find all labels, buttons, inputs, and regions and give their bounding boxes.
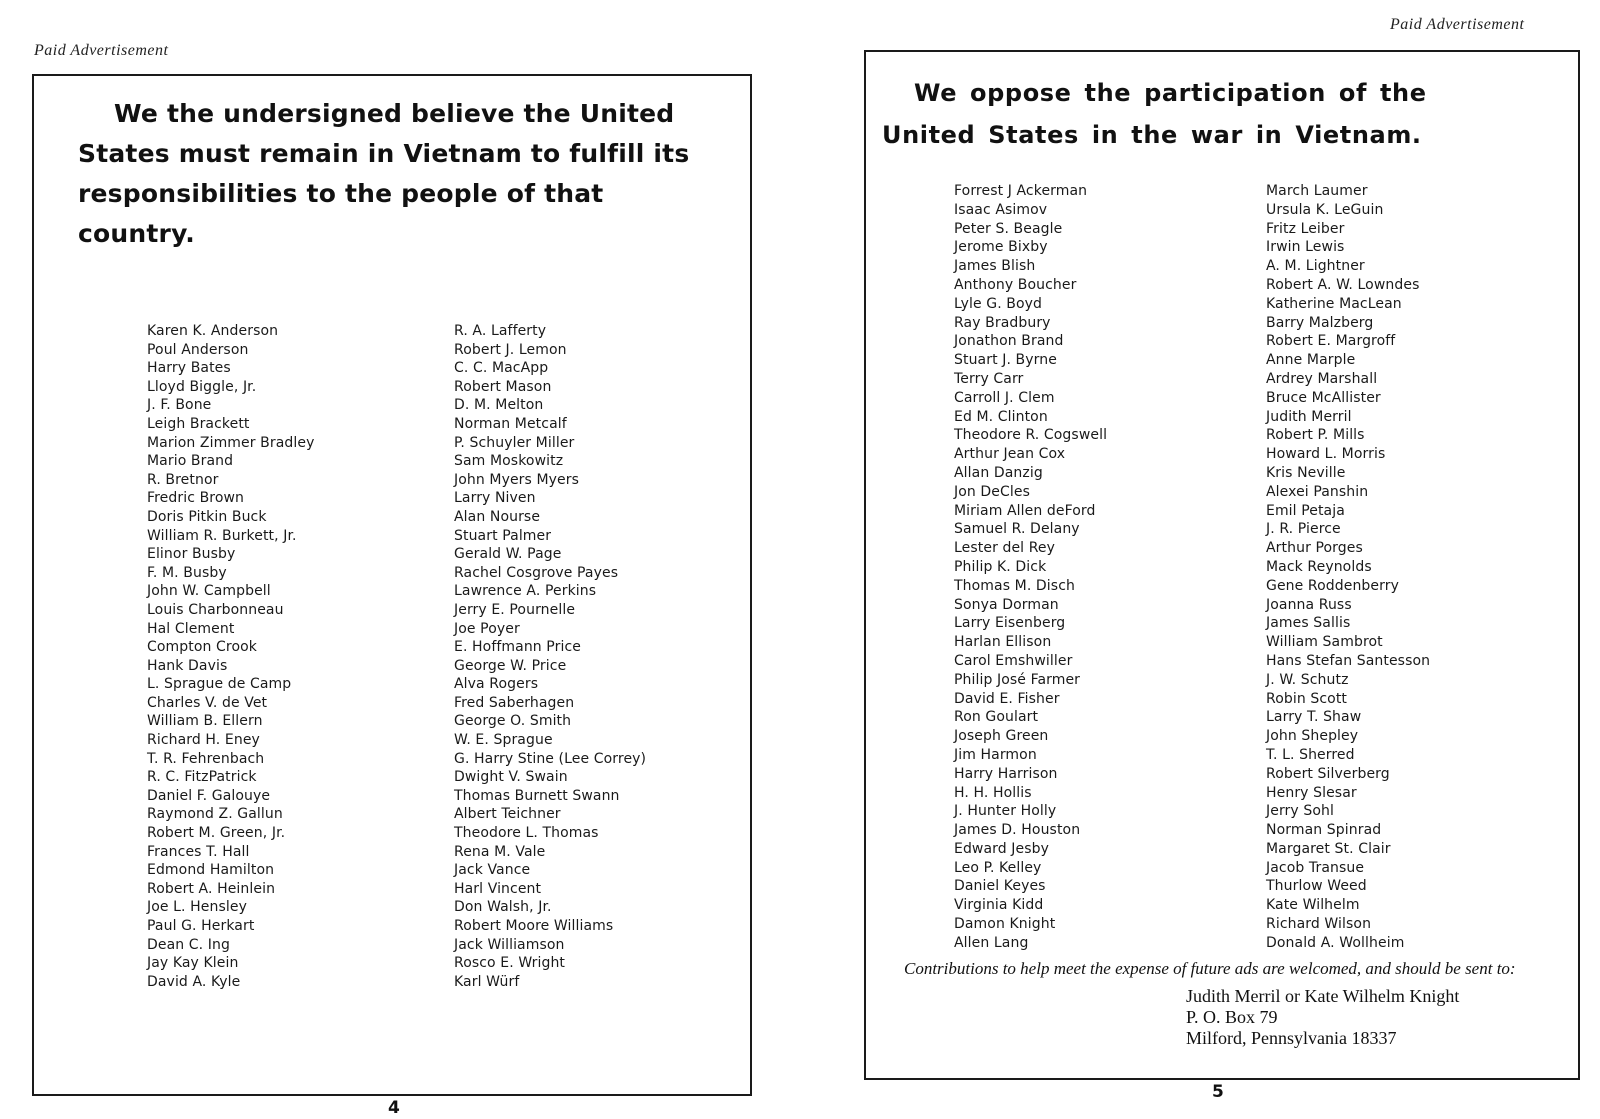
- signatory-name: David A. Kyle: [147, 973, 241, 990]
- signatory-name: Katherine MacLean: [1266, 295, 1402, 312]
- signatory-name: Edmond Hamilton: [147, 862, 275, 879]
- signatory-name: Thomas Burnett Swann: [454, 787, 620, 804]
- signatory-name: Fritz Leiber: [1266, 220, 1345, 237]
- left-page-number: 4: [388, 1098, 400, 1118]
- signatory-name: Judith Merril: [1266, 408, 1352, 425]
- right-page-number: 5: [1212, 1082, 1224, 1102]
- signatory-name: Allen Lang: [954, 934, 1029, 951]
- signatory-name: Miriam Allen deFord: [954, 502, 1096, 519]
- signatory-name: George W. Price: [454, 657, 567, 674]
- signatory-name: E. Hoffmann Price: [454, 639, 581, 656]
- signatory-name: Philip K. Dick: [954, 558, 1047, 575]
- signatory-name: Larry Niven: [454, 490, 536, 507]
- signatory-name: Kate Wilhelm: [1266, 897, 1360, 914]
- signatory-name: Gene Roddenberry: [1266, 577, 1399, 594]
- signatory-name: Alexei Panshin: [1266, 483, 1369, 500]
- signatory-name: John W. Campbell: [147, 583, 271, 600]
- signatory-name: Ron Goulart: [954, 709, 1039, 726]
- signatory-name: James Blish: [954, 258, 1036, 275]
- mailing-address: [1186, 986, 1459, 1049]
- left-names-column-2: [454, 322, 646, 991]
- signatory-name: Forrest J Ackerman: [954, 183, 1088, 199]
- signatory-name: J. R. Pierce: [1266, 521, 1341, 538]
- signatory-name: Alan Nourse: [454, 508, 541, 525]
- signatory-name: Hans Stefan Santesson: [1266, 652, 1431, 669]
- signatory-name: Harry Bates: [147, 360, 231, 377]
- signatory-name: Theodore R. Cogswell: [954, 427, 1108, 444]
- signatory-name: Leigh Brackett: [147, 415, 250, 432]
- signatory-name: Thurlow Weed: [1266, 878, 1367, 895]
- signatory-name: George O. Smith: [454, 713, 572, 730]
- signatory-name: Robin Scott: [1266, 690, 1347, 707]
- signatory-name: R. Bretnor: [147, 471, 219, 488]
- signatory-name: W. E. Sprague: [454, 732, 553, 749]
- signatory-name: Howard L. Morris: [1266, 446, 1386, 463]
- signatory-name: Lester del Rey: [954, 540, 1056, 557]
- signatory-name: Larry T. Shaw: [1266, 709, 1362, 726]
- signatory-name: Edward Jesby: [954, 840, 1050, 857]
- signatory-name: James D. Houston: [954, 822, 1081, 839]
- left-paid-advertisement-label: Paid Advertisement: [34, 42, 169, 59]
- signatory-name: Norman Spinrad: [1266, 822, 1382, 839]
- signatory-name: Virginia Kidd: [954, 897, 1044, 914]
- signatory-name: Dean C. Ing: [147, 936, 230, 953]
- signatory-name: John Myers Myers: [454, 471, 579, 488]
- signatory-name: A. M. Lightner: [1266, 258, 1365, 275]
- left-advertisement-box: [32, 74, 752, 1096]
- signatory-name: Robert E. Margroff: [1266, 333, 1396, 350]
- signatory-name: Fredric Brown: [147, 490, 245, 507]
- signatory-name: T. L. Sherred: [1266, 746, 1355, 763]
- signatory-name: Louis Charbonneau: [147, 601, 284, 618]
- right-heading: We oppose the participation of the United States in the war in Vietnam.: [882, 79, 1427, 149]
- signatory-name: Jonathon Brand: [954, 333, 1064, 350]
- signatory-name: Compton Crook: [147, 639, 258, 656]
- signatory-name: Jerry E. Pournelle: [454, 601, 576, 618]
- signatory-name: Harry Harrison: [954, 765, 1058, 782]
- left-heading: We the undersigned believe the United States must remain in Vietnam to fulfill its responsibilities to the people of that country.: [78, 99, 690, 248]
- signatory-name: March Laumer: [1266, 183, 1368, 199]
- signatory-name: Raymond Z. Gallun: [147, 806, 283, 823]
- signatory-name: Karl Würf: [454, 973, 520, 990]
- signatory-name: C. C. MacApp: [454, 360, 549, 377]
- signatory-name: Rena M. Vale: [454, 843, 546, 860]
- signatory-name: Dwight V. Swain: [454, 769, 568, 786]
- signatory-name: Sam Moskowitz: [454, 453, 564, 470]
- signatory-name: Joanna Russ: [1266, 596, 1352, 613]
- signatory-name: Charles V. de Vet: [147, 694, 268, 711]
- signatory-name: Peter S. Beagle: [954, 220, 1063, 237]
- signatory-name: Robert J. Lemon: [454, 341, 567, 358]
- signatory-name: Robert A. W. Lowndes: [1266, 276, 1420, 293]
- contributions-note: Contributions to help meet the expense of future ads are welcomed, and should be sent to:: [904, 959, 1516, 978]
- signatory-name: Isaac Asimov: [954, 201, 1048, 218]
- signatory-name: Allan Danzig: [954, 464, 1043, 481]
- signatory-name: Theodore L. Thomas: [454, 825, 599, 842]
- signatory-name: R. A. Lafferty: [454, 323, 547, 339]
- signatory-name: Carol Emshwiller: [954, 652, 1073, 669]
- signatory-name: Hal Clement: [147, 620, 235, 637]
- signatory-name: Thomas M. Disch: [954, 577, 1075, 594]
- signatory-name: Arthur Porges: [1266, 540, 1363, 557]
- signatory-name: Jay Kay Klein: [147, 955, 239, 972]
- signatory-name: G. Harry Stine (Lee Correy): [454, 750, 647, 767]
- address-line: Milford, Pennsylvania 18337: [1186, 1028, 1397, 1048]
- signatory-name: William Sambrot: [1266, 634, 1383, 651]
- signatory-name: Robert P. Mills: [1266, 427, 1365, 444]
- signatory-name: Stuart Palmer: [454, 527, 552, 544]
- signatory-name: L. Sprague de Camp: [147, 676, 292, 693]
- signatory-name: Margaret St. Clair: [1266, 840, 1391, 857]
- signatory-name: Larry Eisenberg: [954, 615, 1066, 632]
- signatory-name: Stuart J. Byrne: [954, 352, 1057, 369]
- signatory-name: P. Schuyler Miller: [454, 434, 575, 451]
- signatory-name: Carroll J. Clem: [954, 389, 1055, 406]
- signatory-name: Daniel Keyes: [954, 878, 1046, 895]
- signatory-name: Robert Mason: [454, 378, 552, 395]
- signatory-name: Arthur Jean Cox: [954, 446, 1066, 463]
- signatory-name: Robert M. Green, Jr.: [147, 825, 286, 842]
- signatory-name: D. M. Melton: [454, 397, 544, 414]
- signatory-name: Ray Bradbury: [954, 314, 1051, 331]
- signatory-name: Leo P. Kelley: [954, 859, 1042, 876]
- signatory-name: Ursula K. LeGuin: [1266, 201, 1384, 218]
- signatory-name: Jacob Transue: [1266, 859, 1365, 876]
- signatory-name: Henry Slesar: [1266, 784, 1357, 801]
- signatory-name: Emil Petaja: [1266, 502, 1345, 519]
- signatory-name: Richard Wilson: [1266, 916, 1372, 933]
- signatory-name: Harlan Ellison: [954, 634, 1052, 651]
- right-paid-advertisement-label: Paid Advertisement: [1390, 16, 1525, 33]
- signatory-name: R. C. FitzPatrick: [147, 769, 257, 786]
- signatory-name: J. Hunter Holly: [954, 803, 1057, 820]
- signatory-name: J. F. Bone: [147, 397, 212, 414]
- signatory-name: Anthony Boucher: [954, 276, 1077, 293]
- signatory-name: Joe Poyer: [454, 620, 520, 637]
- signatory-name: Damon Knight: [954, 916, 1056, 933]
- right-advertisement-box: [864, 50, 1580, 1080]
- signatory-name: Bruce McAllister: [1266, 389, 1381, 406]
- left-names-column-1: [147, 322, 314, 991]
- signatory-name: Jack Williamson: [454, 936, 565, 953]
- signatory-name: Sonya Dorman: [954, 596, 1059, 613]
- signatory-name: Paul G. Herkart: [147, 918, 255, 934]
- signatory-name: Harl Vincent: [454, 880, 542, 897]
- signatory-name: Irwin Lewis: [1266, 239, 1345, 256]
- signatory-name: Jack Vance: [454, 862, 531, 879]
- signatory-name: Richard H. Eney: [147, 732, 260, 749]
- signatory-name: Philip José Farmer: [954, 671, 1081, 688]
- signatory-name: Hank Davis: [147, 657, 228, 674]
- signatory-name: Daniel F. Galouye: [147, 787, 271, 804]
- address-line: Judith Merril or Kate Wilhelm Knight: [1186, 986, 1460, 1006]
- signatory-name: Gerald W. Page: [454, 546, 562, 563]
- signatory-name: Lawrence A. Perkins: [454, 583, 597, 600]
- signatory-name: Lyle G. Boyd: [954, 295, 1043, 312]
- signatory-name: Albert Teichner: [454, 806, 561, 823]
- signatory-name: Jerry Sohl: [1266, 803, 1334, 820]
- signatory-name: Donald A. Wollheim: [1266, 934, 1405, 951]
- signatory-name: Fred Saberhagen: [454, 694, 575, 711]
- address-line: P. O. Box 79: [1186, 1007, 1278, 1027]
- signatory-name: John Shepley: [1266, 728, 1359, 745]
- signatory-name: Robert Moore Williams: [454, 918, 614, 934]
- signatory-name: Mario Brand: [147, 453, 234, 470]
- signatory-name: Poul Anderson: [147, 341, 249, 358]
- signatory-name: William B. Ellern: [147, 713, 263, 730]
- signatory-name: Don Walsh, Jr.: [454, 899, 552, 916]
- signatory-name: Barry Malzberg: [1266, 314, 1374, 331]
- signatory-name: T. R. Fehrenbach: [147, 750, 265, 767]
- signatory-name: Mack Reynolds: [1266, 558, 1372, 575]
- signatory-name: Samuel R. Delany: [954, 521, 1080, 538]
- signatory-name: Terry Carr: [954, 370, 1024, 387]
- signatory-name: F. M. Busby: [147, 564, 227, 581]
- signatory-name: H. H. Hollis: [954, 784, 1032, 801]
- signatory-name: Marion Zimmer Bradley: [147, 434, 315, 451]
- signatory-name: Rachel Cosgrove Payes: [454, 564, 619, 581]
- signatory-name: Jerome Bixby: [954, 239, 1048, 256]
- signatory-name: Elinor Busby: [147, 546, 236, 563]
- signatory-name: Frances T. Hall: [147, 843, 250, 860]
- signatory-name: Anne Marple: [1266, 352, 1356, 369]
- signatory-name: Jon DeCles: [954, 483, 1030, 500]
- signatory-name: Jim Harmon: [954, 746, 1037, 763]
- signatory-name: Alva Rogers: [454, 676, 539, 693]
- signatory-name: Robert Silverberg: [1266, 765, 1390, 782]
- signatory-name: Joseph Green: [954, 728, 1049, 745]
- signatory-name: Karen K. Anderson: [147, 323, 279, 339]
- signatory-name: David E. Fisher: [954, 690, 1060, 707]
- signatory-name: William R. Burkett, Jr.: [147, 527, 297, 544]
- signatory-name: Rosco E. Wright: [454, 955, 566, 972]
- signatory-name: Lloyd Biggle, Jr.: [147, 378, 257, 395]
- signatory-name: Norman Metcalf: [454, 415, 567, 432]
- signatory-name: James Sallis: [1266, 615, 1351, 632]
- signatory-name: Joe L. Hensley: [147, 899, 247, 916]
- signatory-name: Robert A. Heinlein: [147, 880, 276, 897]
- signatory-name: Doris Pitkin Buck: [147, 508, 267, 525]
- signatory-name: J. W. Schutz: [1266, 671, 1349, 688]
- signatory-name: Ardrey Marshall: [1266, 370, 1378, 387]
- signatory-name: Ed M. Clinton: [954, 408, 1048, 425]
- signatory-name: Kris Neville: [1266, 464, 1346, 481]
- right-names-column-2: [1266, 182, 1430, 953]
- right-names-column-1: [954, 182, 1107, 953]
